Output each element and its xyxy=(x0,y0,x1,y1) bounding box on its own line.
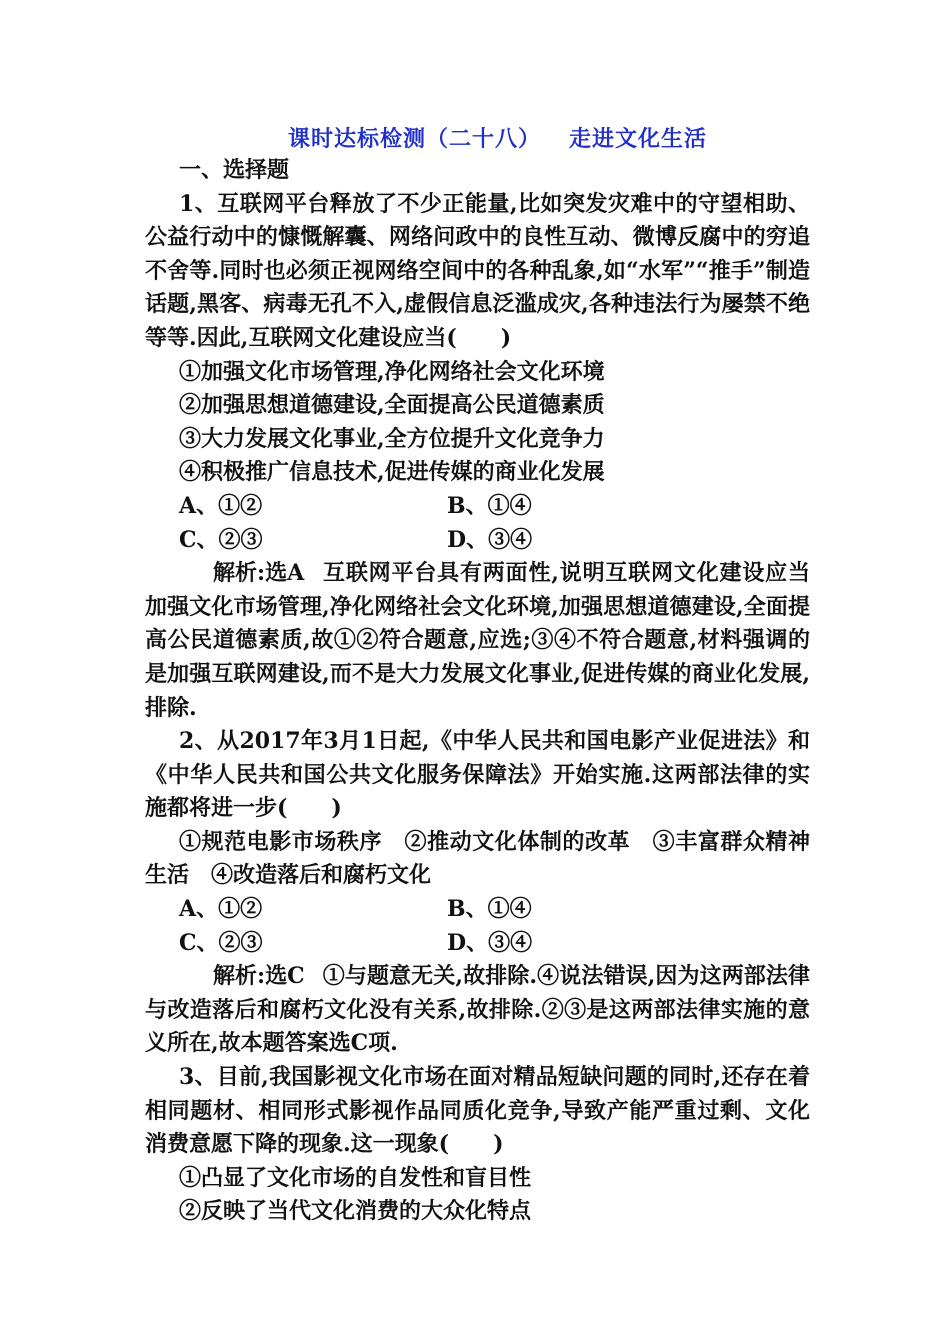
question-2-analysis-head: 解析:选C xyxy=(213,963,305,990)
question-1-option-1: ①加强文化市场管理,净化网络社会文化环境 xyxy=(179,358,605,385)
question-2-analysis-text: ①与题意无关,故排除.④说法错误,因为这两部法律与改造落后和腐朽文化没有关系,故排除.②③是这两部法律实施的意义所在,故本题答案选C项. xyxy=(145,963,810,1057)
question-1-choices-row-1 xyxy=(145,490,810,524)
question-2-choices-row-2 xyxy=(145,927,810,961)
question-2-choice-b: B、①④ xyxy=(447,896,532,923)
question-3-stem: 3、目前,我国影视文化市场在面对精品短缺问题的同时,还存在着相同题材、相同形式影视作品同质化竞争,导致产能严重过剩、文化消费意愿下降的现象.这一现象( ) xyxy=(145,1064,810,1158)
question-2-options: ①规范电影市场秩序 ②推动文化体制的改革 ③丰富群众精神生活 ④改造落后和腐朽文化 xyxy=(145,828,810,889)
question-1-choices-row-2 xyxy=(145,524,810,558)
question-1-analysis xyxy=(145,557,810,725)
title-main: 课时达标检测（二十八） xyxy=(287,126,541,152)
question-2-choices-row-1 xyxy=(145,893,810,927)
question-2-choice-c: C、②③ xyxy=(179,929,263,956)
document-title xyxy=(0,122,950,153)
question-1-choice-b: B、①④ xyxy=(447,492,532,519)
question-1-option-4: ④积极推广信息技术,促进传媒的商业化发展 xyxy=(179,459,605,486)
title-sub: 走进文化生活 xyxy=(569,126,708,152)
question-3-option-2: ②反映了当代文化消费的大众化特点 xyxy=(179,1198,532,1225)
question-2-choice-a: A、①② xyxy=(179,896,263,923)
question-1-option-2: ②加强思想道德建设,全面提高公民道德素质 xyxy=(179,392,605,419)
question-1-analysis-head: 解析:选A xyxy=(213,560,305,587)
question-2-stem: 2、从2017年3月1日起,《中华人民共和国电影产业促进法》和《中华人民共和国公共文化服务保障法》开始实施.这两部法律的实施都将进一步( ) xyxy=(145,728,810,822)
question-1-analysis-text: 互联网平台具有两面性,说明互联网文化建设应当加强文化市场管理,净化网络社会文化环境,加强思想道德建设,全面提高公民道德素质,故①②符合题意,应选;③④不符合题意,材料强调的是加强互联网建设,而不是大力发展文化事业,促进传媒的商业化发展,排除. xyxy=(145,560,810,721)
document-body xyxy=(145,154,810,1229)
question-2-analysis xyxy=(145,960,810,1061)
question-1-option-3: ③大力发展文化事业,全方位提升文化竞争力 xyxy=(179,425,605,452)
question-1-choice-d: D、③④ xyxy=(447,526,533,553)
question-3-option-1: ①凸显了文化市场的自发性和盲目性 xyxy=(179,1164,532,1191)
question-1-choice-c: C、②③ xyxy=(179,526,263,553)
section-heading: 一、选择题 xyxy=(179,157,290,183)
question-1-stem: 1、互联网平台释放了不少正能量,比如突发灾难中的守望相助、公益行动中的慷慨解囊、网络问政中的良性互动、微博反腐中的穷追不舍等.同时也必须正视网络空间中的各种乱象,如“水军”“推手”制造话题,黑客、病毒无孔不入,虚假信息泛滥成灾,各种违法行为屡禁不绝等等.因此,互联网文化建设应当( ) xyxy=(145,190,811,351)
question-1-choice-a: A、①② xyxy=(179,492,263,519)
question-2-choice-d: D、③④ xyxy=(447,929,533,956)
